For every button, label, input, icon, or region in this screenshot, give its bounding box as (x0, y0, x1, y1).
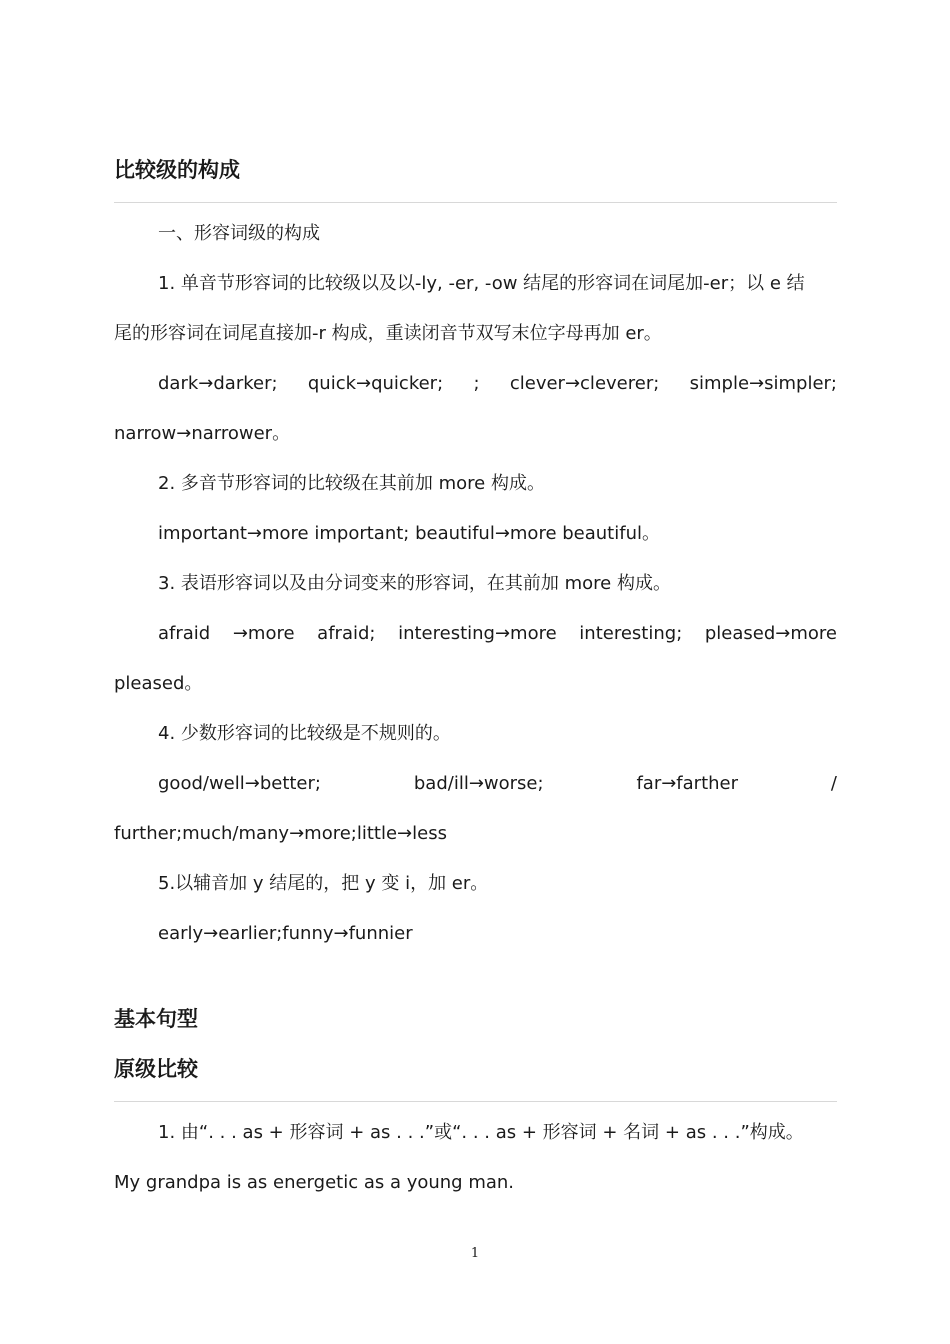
example-word: interesting→more (398, 623, 557, 644)
example-5: early→earlier;funny→funnier (158, 923, 413, 944)
example-2: important→more important; beautiful→more beautiful。 (158, 523, 660, 544)
divider (114, 1101, 837, 1102)
section-title: 基本句型 (114, 1007, 198, 1031)
example-4-cont: further;much/many→more;little→less (114, 823, 447, 844)
example-word: quick→quicker; (307, 373, 444, 394)
example-1 (114, 359, 837, 409)
document-body (114, 150, 837, 1208)
rule-3: 3. 表语形容词以及由分词变来的形容词，在其前加 more 构成。 (158, 573, 671, 594)
example-3-cont: pleased。 (114, 673, 203, 694)
example-word: →more (232, 623, 295, 644)
section-subtitle: 原级比较 (114, 1057, 198, 1081)
example-word: simple→simpler; (689, 373, 837, 394)
example-word: / (830, 773, 837, 794)
example-word: ; (473, 373, 480, 394)
example-word: clever→cleverer; (509, 373, 660, 394)
rule-4: 4. 少数形容词的比较级是不规则的。 (158, 723, 451, 744)
rule-1-line-2: 尾的形容词在词尾直接加-r 构成，重读闭音节双写末位字母再加 er。 (114, 323, 662, 344)
example-6: My grandpa is as energetic as a young man. (114, 1172, 515, 1193)
example-word: afraid; (317, 623, 376, 644)
example-1-cont: narrow→narrower。 (114, 423, 291, 444)
example-word: good/well→better; (158, 773, 321, 794)
divider (114, 202, 837, 203)
section-title: 比较级的构成 (114, 158, 240, 182)
rule-1-line-1: 1. 单音节形容词的比较级以及以-ly, -er, -ow 结尾的形容词在词尾加-er；以 e 结 (158, 273, 805, 294)
subsection-title: 一、形容词级的构成 (158, 223, 320, 244)
rule-2: 2. 多音节形容词的比较级在其前加 more 构成。 (158, 473, 545, 494)
example-word: pleased→more (704, 623, 837, 644)
page-number: 1 (470, 1246, 480, 1261)
example-word: interesting; (579, 623, 683, 644)
example-word: afraid (158, 623, 211, 644)
spacer (114, 959, 837, 999)
example-3 (114, 609, 837, 659)
example-word: far→farther (636, 773, 739, 794)
rule-6: 1. 由“. . . as + 形容词 + as . . .”或“. . . as + 形容词 + 名词 + as . . .”构成。 (158, 1122, 804, 1143)
rule-5: 5.以辅音加 y 结尾的，把 y 变 i，加 er。 (158, 873, 489, 894)
example-word: dark→darker; (158, 373, 278, 394)
example-4 (114, 759, 837, 809)
example-word: bad/ill→worse; (413, 773, 544, 794)
